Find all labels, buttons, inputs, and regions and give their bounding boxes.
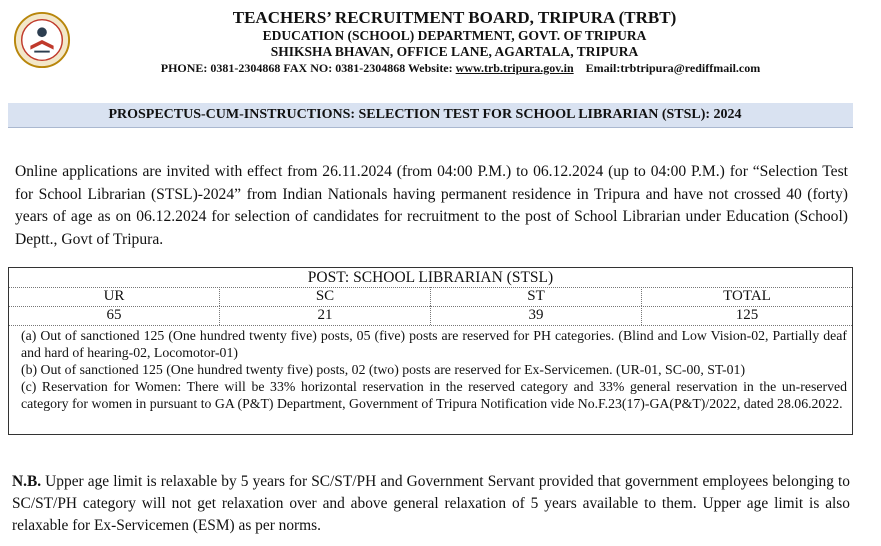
header-ur: UR <box>9 287 220 306</box>
header-st: ST <box>431 287 642 306</box>
contact-line <box>20 61 881 76</box>
nb-paragraph <box>12 471 850 537</box>
note-ex-servicemen: (b) Out of sanctioned 125 (One hundred twenty five) posts, 02 (two) posts are reserved for Ex-Servicemen. (UR-01, SC-00, ST-01) <box>21 362 746 377</box>
header-total: TOTAL <box>723 288 771 304</box>
post-table <box>8 267 853 435</box>
category-value-row <box>9 306 852 326</box>
value-st: 39 <box>431 306 642 325</box>
note-women: (c) Reservation for Women: There will be 33% horizontal reservation in the reserved category and 33% general reservation in the un-reserved category for women in pursuant to GA (P&T) Department, Government of Tripura Notification vide No.F.23(17)-GA(P&T)/2022, dated 28.06.2022. <box>21 379 847 411</box>
website-link[interactable]: www.trb.tripura.gov.in <box>455 61 574 75</box>
category-header-row <box>9 287 852 307</box>
value-ur: 65 <box>9 306 220 325</box>
nb-label: N.B. <box>12 473 42 490</box>
contact-prefix: PHONE: 0381-2304868 FAX NO: 0381-2304868 Website: <box>160 61 456 75</box>
office-address: SHIKSHA BHAVAN, OFFICE LANE, AGARTALA, TRIPURA <box>270 44 639 59</box>
intro-paragraph: Online applications are invited with effect from 26.11.2024 (from 04:00 P.M.) to 06.12.2024 (up to 04:00 P.M.) for “Selection Test for School Librarian (STSL)-2024” from Indian Nationals having permanent residence in Tripura and have not crossed 40 (forty) years of age as on 06.12.2024 for selection of candidates for recruitment to the post of School Librarian under Education (School) Deptt., Govt of Tripura. <box>15 163 848 248</box>
header-sc: SC <box>220 287 431 306</box>
email-address: Email:trbtripura@rediffmail.com <box>585 61 761 75</box>
value-sc: 21 <box>220 306 431 325</box>
reservation-notes <box>21 327 847 412</box>
note-ph: (a) Out of sanctioned 125 (One hundred twenty five) posts, 05 (five) posts are reserved for PH categories. (Blind and Low Vision-02, Partially deaf and hard of hearing-02, Locomotor-01) <box>21 328 847 360</box>
value-total: 125 <box>735 307 759 323</box>
post-caption: POST: SCHOOL LIBRARIAN (STSL) <box>307 269 554 286</box>
page-title: PROSPECTUS-CUM-INSTRUCTIONS: SELECTION TEST FOR SCHOOL LIBRARIAN (STSL): 2024 <box>108 107 742 122</box>
department-name: EDUCATION (SCHOOL) DEPARTMENT, GOVT. OF TRIPURA <box>262 28 647 43</box>
org-name: TEACHERS’ RECRUITMENT BOARD, TRIPURA (TRBT) <box>232 8 677 27</box>
post-caption-row <box>9 268 852 288</box>
nb-text: Upper age limit is relaxable by 5 years for SC/ST/PH and Government Servant provided that government employees belonging to SC/ST/PH category will not get relaxation over and above general relaxation of 5 years available to them. Upper age limit is also relaxable for Ex-Servicemen (ESM) as per norms. <box>12 473 850 534</box>
